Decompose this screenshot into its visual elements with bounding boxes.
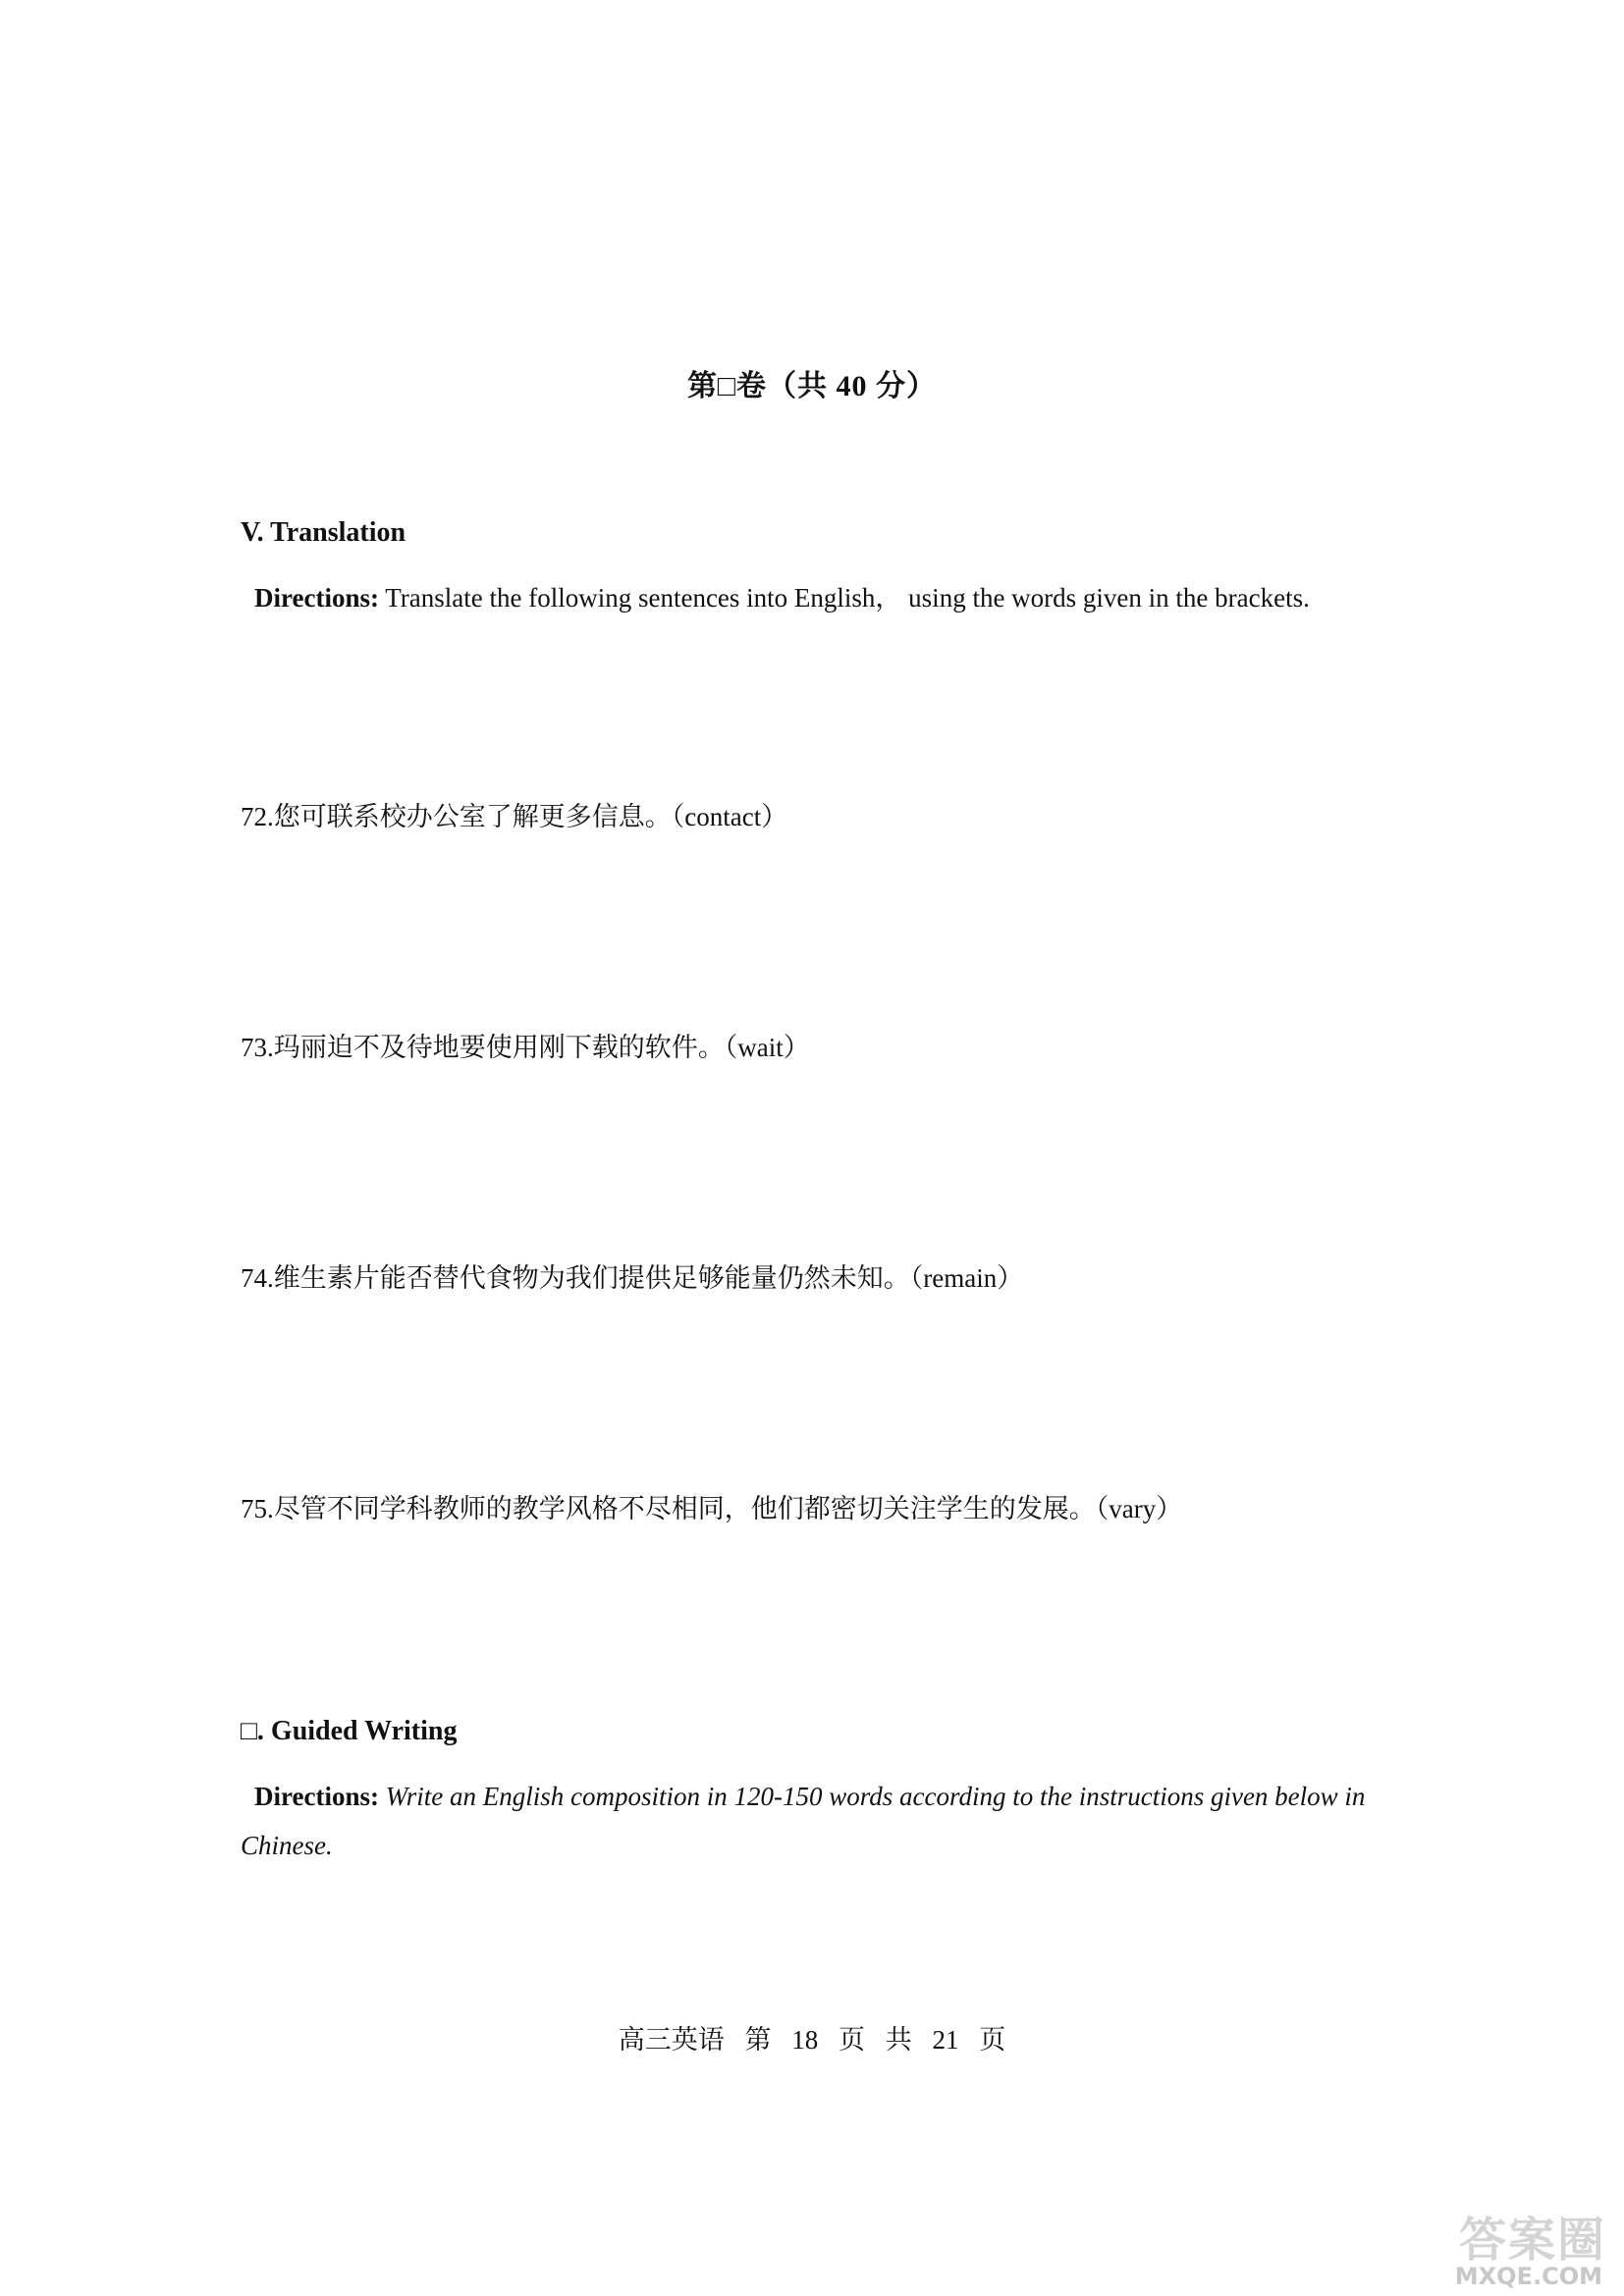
question-72: 72.您可联系校办公室了解更多信息。（contact） [241,802,788,831]
watermark [1400,2202,1606,2290]
directions-text: Write an English composition in 120-150 words according to the instructions given below in Chinese. [241,1782,1366,1860]
watermark-url: MXQE.COM [1454,2263,1602,2290]
section-heading-guided-writing: □. Guided Writing [241,1716,458,1746]
directions-text: Translate the following sentences into English， using the words given in the brackets. [378,583,1310,613]
writing-directions [241,1772,1380,1870]
question-73: 73.玛丽迫不及待地要使用刚下载的软件。（wait） [241,1033,810,1062]
question-74: 74.维生素片能否替代食物为我们提供足够能量仍然未知。（remain） [241,1263,1024,1293]
translation-directions [241,573,1380,622]
watermark-logo-icon: 答案圈 [1458,2213,1606,2268]
directions-label: Directions: [254,1782,379,1811]
page-footer: 高三英语 第 18 页 共 21 页 [618,2025,1006,2055]
section-heading-translation: V. Translation [241,517,406,548]
question-75: 75.尽管不同学科教师的教学风格不尽相同，他们都密切关注学生的发展。（vary） [241,1494,1183,1523]
directions-label: Directions: [254,583,379,613]
part-title: 第□卷（共 40 分） [686,370,938,402]
